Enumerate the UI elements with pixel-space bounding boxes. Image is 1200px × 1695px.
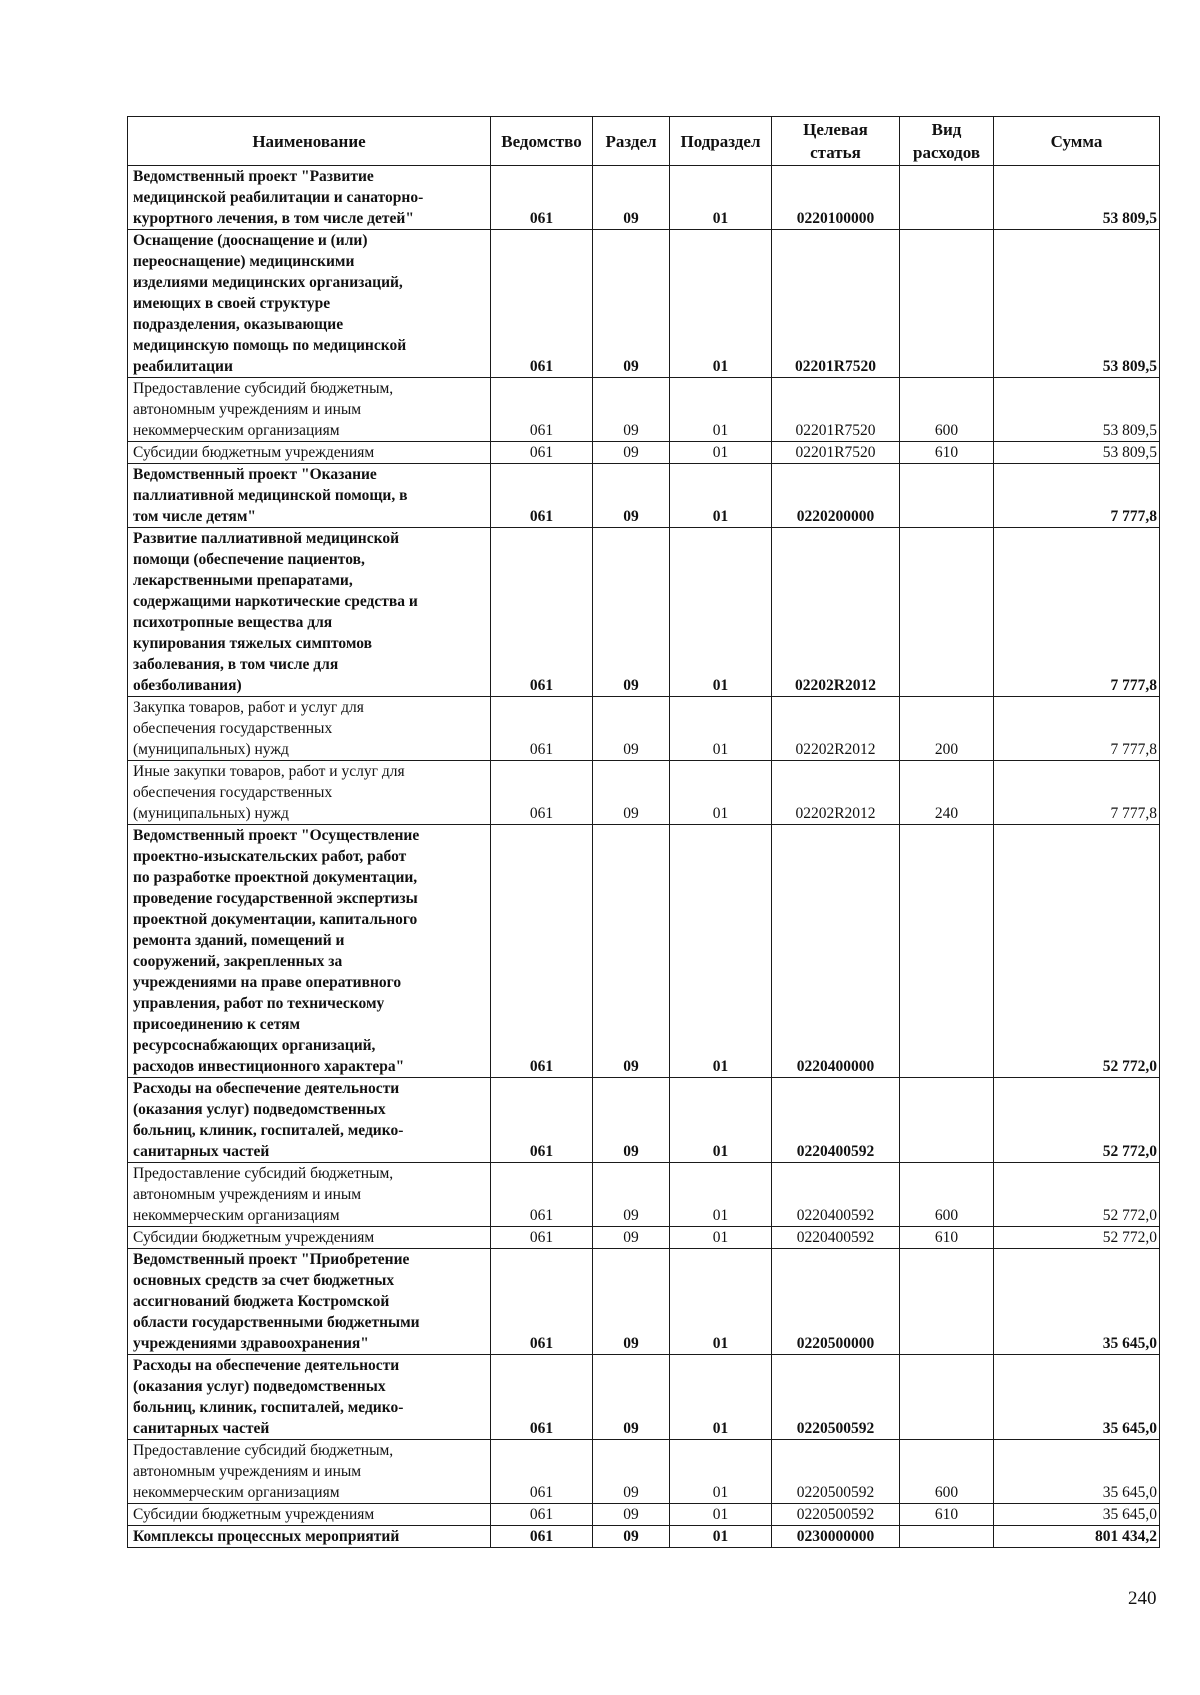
cell-target-article: 0230000000 xyxy=(772,1526,900,1548)
cell-department: 061 xyxy=(491,442,593,464)
cell-expense-type xyxy=(900,230,994,378)
table-row xyxy=(128,1504,1160,1526)
cell-section: 09 xyxy=(593,1440,670,1504)
cell-name: Комплексы процессных мероприятий xyxy=(128,1526,491,1548)
cell-amount: 35 645,0 xyxy=(994,1440,1160,1504)
cell-subsection: 01 xyxy=(670,528,772,697)
cell-target-article: 0220400592 xyxy=(772,1163,900,1227)
table-row xyxy=(128,230,1160,378)
cell-amount: 7 777,8 xyxy=(994,761,1160,825)
table-row xyxy=(128,1227,1160,1249)
cell-expense-type: 610 xyxy=(900,1504,994,1526)
cell-section: 09 xyxy=(593,1163,670,1227)
table-row xyxy=(128,1355,1160,1440)
header-name: Наименование xyxy=(128,117,491,166)
cell-section: 09 xyxy=(593,464,670,528)
cell-expense-type: 610 xyxy=(900,1227,994,1249)
cell-expense-type xyxy=(900,1249,994,1355)
cell-subsection: 01 xyxy=(670,1504,772,1526)
cell-department: 061 xyxy=(491,166,593,230)
cell-amount: 7 777,8 xyxy=(994,697,1160,761)
cell-name: Предоставление субсидий бюджетным, автономным учреждениям и иным некоммерческим организациям xyxy=(128,1440,491,1504)
cell-subsection: 01 xyxy=(670,1440,772,1504)
cell-amount: 7 777,8 xyxy=(994,528,1160,697)
header-section: Раздел xyxy=(593,117,670,166)
table-row xyxy=(128,528,1160,697)
cell-amount: 53 809,5 xyxy=(994,442,1160,464)
cell-amount: 52 772,0 xyxy=(994,1227,1160,1249)
cell-name: Субсидии бюджетным учреждениям xyxy=(128,1227,491,1249)
cell-subsection: 01 xyxy=(670,697,772,761)
cell-subsection: 01 xyxy=(670,1249,772,1355)
cell-amount: 52 772,0 xyxy=(994,825,1160,1078)
cell-amount: 53 809,5 xyxy=(994,230,1160,378)
cell-section: 09 xyxy=(593,1249,670,1355)
table-header-row xyxy=(128,117,1160,166)
table-row xyxy=(128,1078,1160,1163)
cell-subsection: 01 xyxy=(670,825,772,1078)
cell-expense-type xyxy=(900,825,994,1078)
header-expense-type: Вид расходов xyxy=(900,117,994,166)
cell-department: 061 xyxy=(491,1227,593,1249)
cell-amount: 35 645,0 xyxy=(994,1355,1160,1440)
page-number: 240 xyxy=(1128,1588,1157,1609)
table-row xyxy=(128,1526,1160,1548)
cell-amount: 52 772,0 xyxy=(994,1078,1160,1163)
cell-department: 061 xyxy=(491,1504,593,1526)
cell-target-article: 0220500592 xyxy=(772,1355,900,1440)
cell-subsection: 01 xyxy=(670,464,772,528)
cell-expense-type: 600 xyxy=(900,1440,994,1504)
cell-name: Расходы на обеспечение деятельности (оказания услуг) подведомственных больниц, клиник, госпиталей, медико- санитарных частей xyxy=(128,1355,491,1440)
cell-section: 09 xyxy=(593,1504,670,1526)
cell-expense-type xyxy=(900,1355,994,1440)
cell-section: 09 xyxy=(593,378,670,442)
cell-expense-type xyxy=(900,464,994,528)
cell-subsection: 01 xyxy=(670,1355,772,1440)
cell-department: 061 xyxy=(491,1355,593,1440)
cell-name: Иные закупки товаров, работ и услуг для обеспечения государственных (муниципальных) нужд xyxy=(128,761,491,825)
cell-section: 09 xyxy=(593,528,670,697)
cell-name: Оснащение (дооснащение и (или) переоснащение) медицинскими изделиями медицинских организаций, имеющих в своей структуре подразделения, оказывающие медицинскую помощь по медицинской реабилитации xyxy=(128,230,491,378)
cell-subsection: 01 xyxy=(670,1526,772,1548)
cell-expense-type xyxy=(900,528,994,697)
cell-expense-type: 600 xyxy=(900,1163,994,1227)
cell-amount: 53 809,5 xyxy=(994,378,1160,442)
cell-section: 09 xyxy=(593,1227,670,1249)
header-department: Ведомство xyxy=(491,117,593,166)
table-row xyxy=(128,1440,1160,1504)
cell-name: Ведомственный проект "Осуществление проектно-изыскательских работ, работ по разработке проектной документации, проведение государственной экспертизы проектной документации, капитального ремонта зданий, помещений и сооружений, закрепленных за учреждениями на праве оперативного управления, работ по техническому присоединению к сетям ресурсоснабжающих организаций, расходов инвестиционного характера" xyxy=(128,825,491,1078)
cell-target-article: 0220500592 xyxy=(772,1440,900,1504)
header-amount: Сумма xyxy=(994,117,1160,166)
cell-department: 061 xyxy=(491,230,593,378)
cell-section: 09 xyxy=(593,166,670,230)
cell-department: 061 xyxy=(491,378,593,442)
cell-department: 061 xyxy=(491,761,593,825)
table-row xyxy=(128,1249,1160,1355)
cell-target-article: 02202R2012 xyxy=(772,528,900,697)
cell-department: 061 xyxy=(491,1249,593,1355)
cell-expense-type xyxy=(900,166,994,230)
cell-amount: 52 772,0 xyxy=(994,1163,1160,1227)
cell-subsection: 01 xyxy=(670,442,772,464)
table-row xyxy=(128,378,1160,442)
cell-target-article: 02201R7520 xyxy=(772,230,900,378)
cell-target-article: 0220200000 xyxy=(772,464,900,528)
cell-target-article: 0220400000 xyxy=(772,825,900,1078)
cell-amount: 35 645,0 xyxy=(994,1504,1160,1526)
cell-name: Ведомственный проект "Приобретение основных средств за счет бюджетных ассигнований бюджета Костромской области государственными бюджетными учреждениями здравоохранения" xyxy=(128,1249,491,1355)
cell-subsection: 01 xyxy=(670,1078,772,1163)
cell-department: 061 xyxy=(491,1163,593,1227)
cell-name: Субсидии бюджетным учреждениям xyxy=(128,442,491,464)
table-row xyxy=(128,166,1160,230)
cell-target-article: 0220400592 xyxy=(772,1078,900,1163)
cell-subsection: 01 xyxy=(670,166,772,230)
cell-amount: 53 809,5 xyxy=(994,166,1160,230)
cell-name: Предоставление субсидий бюджетным, автономным учреждениям и иным некоммерческим организациям xyxy=(128,378,491,442)
cell-subsection: 01 xyxy=(670,230,772,378)
cell-expense-type: 200 xyxy=(900,697,994,761)
cell-target-article: 02202R2012 xyxy=(772,697,900,761)
cell-subsection: 01 xyxy=(670,761,772,825)
table-body xyxy=(128,166,1160,1548)
budget-table xyxy=(127,116,1160,1548)
cell-subsection: 01 xyxy=(670,378,772,442)
cell-target-article: 02201R7520 xyxy=(772,378,900,442)
cell-department: 061 xyxy=(491,464,593,528)
table-row xyxy=(128,464,1160,528)
cell-name: Субсидии бюджетным учреждениям xyxy=(128,1504,491,1526)
cell-subsection: 01 xyxy=(670,1163,772,1227)
table-row xyxy=(128,825,1160,1078)
cell-department: 061 xyxy=(491,528,593,697)
cell-department: 061 xyxy=(491,825,593,1078)
cell-subsection: 01 xyxy=(670,1227,772,1249)
cell-expense-type: 610 xyxy=(900,442,994,464)
header-target-article: Целевая статья xyxy=(772,117,900,166)
cell-name: Ведомственный проект "Оказание паллиативной медицинской помощи, в том числе детям" xyxy=(128,464,491,528)
cell-department: 061 xyxy=(491,1440,593,1504)
cell-target-article: 0220100000 xyxy=(772,166,900,230)
header-subsection: Подраздел xyxy=(670,117,772,166)
cell-amount: 7 777,8 xyxy=(994,464,1160,528)
cell-expense-type xyxy=(900,1078,994,1163)
cell-name: Закупка товаров, работ и услуг для обеспечения государственных (муниципальных) нужд xyxy=(128,697,491,761)
cell-section: 09 xyxy=(593,442,670,464)
table-row xyxy=(128,697,1160,761)
cell-section: 09 xyxy=(593,761,670,825)
cell-department: 061 xyxy=(491,1078,593,1163)
cell-department: 061 xyxy=(491,1526,593,1548)
cell-section: 09 xyxy=(593,1355,670,1440)
cell-name: Ведомственный проект "Развитие медицинской реабилитации и санаторно- курортного лечения, в том числе детей" xyxy=(128,166,491,230)
cell-expense-type: 600 xyxy=(900,378,994,442)
table-row xyxy=(128,442,1160,464)
cell-name: Развитие паллиативной медицинской помощи (обеспечение пациентов, лекарственными препаратами, содержащими наркотические средства и психотропные вещества для купирования тяжелых симптомов заболевания, в том числе для обезболивания) xyxy=(128,528,491,697)
table-row xyxy=(128,761,1160,825)
cell-amount: 35 645,0 xyxy=(994,1249,1160,1355)
cell-target-article: 02202R2012 xyxy=(772,761,900,825)
cell-target-article: 0220400592 xyxy=(772,1227,900,1249)
cell-department: 061 xyxy=(491,697,593,761)
cell-expense-type xyxy=(900,1526,994,1548)
cell-section: 09 xyxy=(593,1078,670,1163)
cell-section: 09 xyxy=(593,825,670,1078)
cell-target-article: 02201R7520 xyxy=(772,442,900,464)
cell-amount: 801 434,2 xyxy=(994,1526,1160,1548)
cell-section: 09 xyxy=(593,230,670,378)
cell-section: 09 xyxy=(593,697,670,761)
cell-section: 09 xyxy=(593,1526,670,1548)
table-row xyxy=(128,1163,1160,1227)
cell-name: Предоставление субсидий бюджетным, автономным учреждениям и иным некоммерческим организациям xyxy=(128,1163,491,1227)
cell-expense-type: 240 xyxy=(900,761,994,825)
cell-target-article: 0220500592 xyxy=(772,1504,900,1526)
cell-target-article: 0220500000 xyxy=(772,1249,900,1355)
cell-name: Расходы на обеспечение деятельности (оказания услуг) подведомственных больниц, клиник, госпиталей, медико- санитарных частей xyxy=(128,1078,491,1163)
